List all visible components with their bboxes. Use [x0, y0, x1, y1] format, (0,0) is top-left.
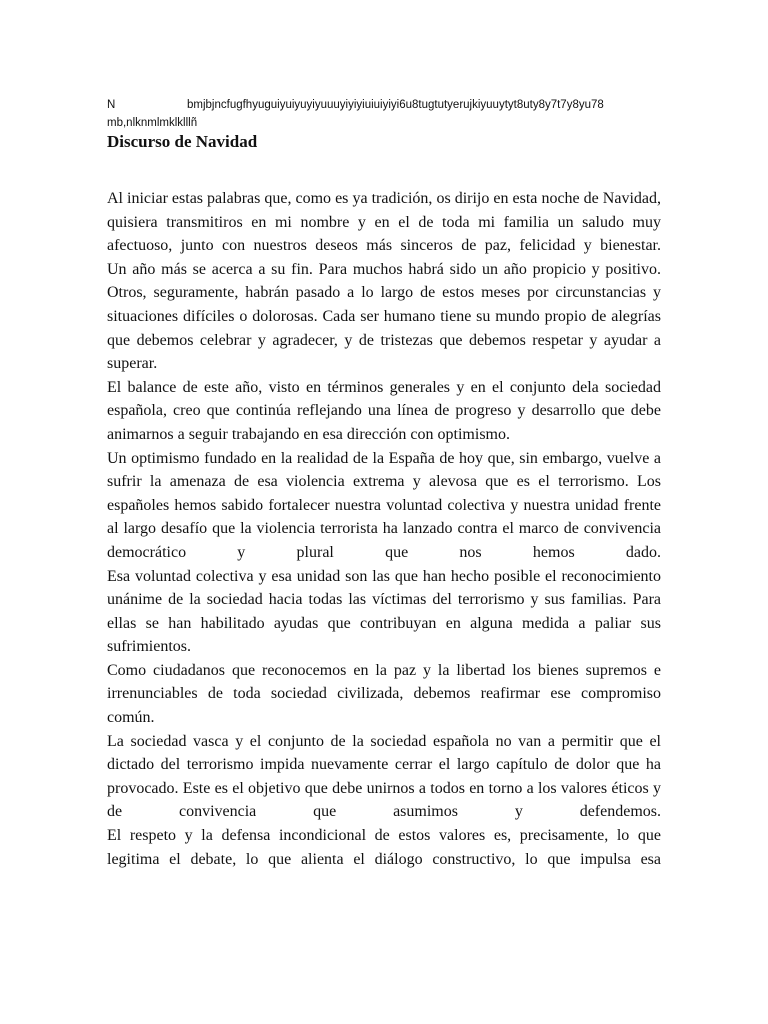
- header-marker: N: [107, 99, 116, 111]
- paragraph: Un optimismo fundado en la realidad de la España de hoy que, sin embargo, vuelve a sufrir la amenaza de esa violencia extrema y alevosa que es el terrorismo. Los españoles hemos sabido fortalecer nuestra voluntad colectiva y nuestra unidad frente al largo desafío que la violencia terrorista ha lanzado contra el marco de convivencia democrático y plural que nos hemos dado.: [107, 449, 661, 561]
- paragraph: La sociedad vasca y el conjunto de la sociedad española no van a permitir que el dictado del terrorismo impida nuevamente cerrar el largo capítulo de dolor que ha provocado. Este es el objetivo que debe unirnos a todos en torno a los valores éticos y de convivencia que asumimos y defendemos.: [107, 732, 661, 821]
- document-body: [107, 187, 661, 871]
- header-row: [107, 96, 667, 114]
- paragraph: Como ciudadanos que reconocemos en la paz y la libertad los bienes supremos e irrenunciables de toda sociedad civilizada, debemos reafirmar ese compromiso común.: [107, 661, 661, 727]
- paragraph: Un año más se acerca a su fin. Para muchos habrá sido un año propicio y positivo. Otros, seguramente, habrán pasado a lo largo de estos meses por circunstancias y situaciones difíciles o dolorosas. Cada ser humano tiene su mundo propio de alegrías que debemos celebrar y agradecer, y de tristezas que debemos respetar y ayudar a superar.: [107, 260, 661, 373]
- paragraph: Al iniciar estas palabras que, como es ya tradición, os dirijo en esta noche de Navidad, quisiera transmitiros en mi nombre y en el de toda mi familia un saludo muy afectuoso, junto con nuestros deseos más sinceros de paz, felicidad y bienestar.: [107, 190, 661, 255]
- document-title: Discurso de Navidad: [107, 132, 258, 151]
- header-junk-line-2: mb,nlknmlmklklllñ: [107, 117, 198, 129]
- paragraph: El balance de este año, visto en términos generales y en el conjunto dela sociedad española, creo que continúa reflejando una línea de progreso y desarrollo que debe animarnos a seguir trabajando en esa dirección con optimismo.: [107, 378, 661, 443]
- paragraph: Esa voluntad colectiva y esa unidad son las que han hecho posible el reconocimiento unánime de la sociedad hacia todas las víctimas del terrorismo y sus familias. Para ellas se han habilitado ayudas que contribuyan en alguna medida a paliar sus sufrimientos.: [107, 567, 661, 656]
- paragraph: El respeto y la defensa incondicional de estos valores es, precisamente, lo que legitima el debate, lo que alienta el diálogo constructivo, lo que impulsa esa: [107, 827, 661, 868]
- header-junk-text: [107, 96, 667, 132]
- header-junk-line-1: bmjbjncfugfhyuguiyuiyuyiyuuuyiyiyiuiuiyiyi6u8tugtutyerujkiyuuytyt8uty8y7t7y8yu78: [187, 99, 604, 111]
